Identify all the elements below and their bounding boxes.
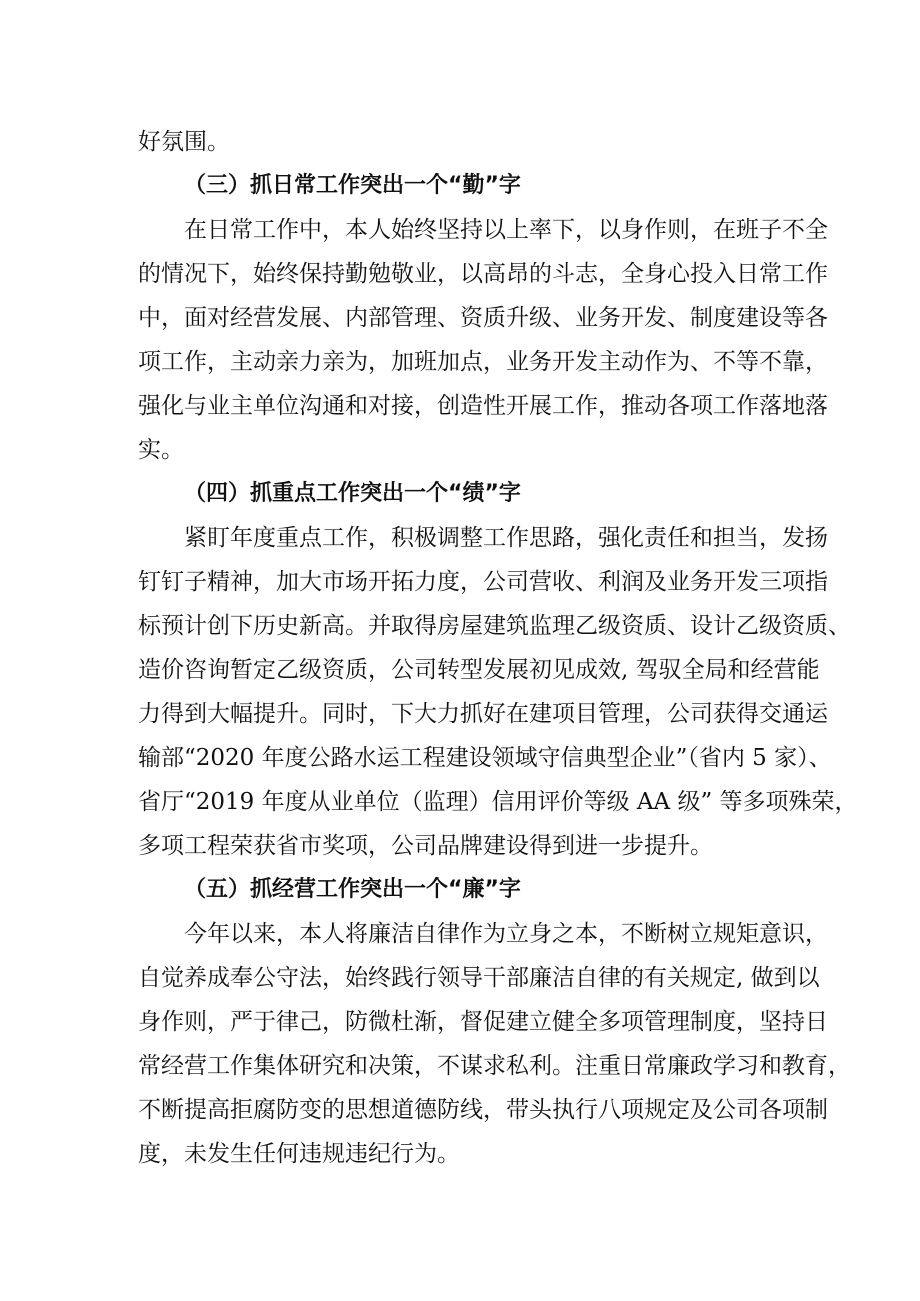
paragraph-line: 项工作，主动亲力亲为，加班加点，业务开发主动作为、不等不靠， bbox=[138, 349, 828, 375]
paragraph-line: 身作则，严于律己，防微杜渐，督促建立健全多项管理制度，坚持日 bbox=[138, 1009, 828, 1035]
section-heading-3: （三）抓日常工作突出一个“勤”字 bbox=[184, 173, 521, 198]
paragraph-line: 今年以来，本人将廉洁自律作为立身之本，不断树立规矩意识， bbox=[184, 921, 828, 947]
paragraph-line: 省厅“2019 年度从业单位（监理）信用评价等级 AA 级” 等多项殊荣， bbox=[138, 789, 858, 815]
paragraph-line: 常经营工作集体研究和决策，不谋求私利。注重日常廉政学习和教育， bbox=[138, 1053, 851, 1079]
paragraph-line: 造价咨询暂定乙级资质，公司转型发展初见成效, 驾驭全局和经营能 bbox=[138, 657, 820, 683]
paragraph-line: 中，面对经营发展、内部管理、资质升级、业务开发、制度建设等各 bbox=[138, 305, 828, 331]
paragraph-line: 标预计创下历史新高。并取得房屋建筑监理乙级资质、设计乙级资质、 bbox=[138, 613, 851, 639]
section-heading-4: （四）抓重点工作突出一个“绩”字 bbox=[184, 481, 521, 506]
paragraph-line: 不断提高拒腐防变的思想道德防线，带头执行八项规定及公司各项制 bbox=[138, 1097, 828, 1123]
paragraph-line: 的情况下，始终保持勤勉敬业，以高昂的斗志，全身心投入日常工作 bbox=[138, 261, 828, 287]
paragraph-line: 力得到大幅提升。同时，下大力抓好在建项目管理，公司获得交通运 bbox=[138, 701, 828, 727]
paragraph-line: 多项工程荣获省市奖项，公司品牌建设得到进一步提升。 bbox=[138, 833, 713, 859]
paragraph-line: 度，未发生任何违规违纪行为。 bbox=[138, 1141, 460, 1167]
section-heading-5: （五）抓经营工作突出一个“廉”字 bbox=[184, 877, 521, 902]
paragraph-line: 强化与业主单位沟通和对接，创造性开展工作，推动各项工作落地落 bbox=[138, 393, 828, 419]
paragraph-line: 钉钉子精神，加大市场开拓力度，公司营收、利润及业务开发三项指 bbox=[138, 569, 828, 595]
paragraph-line: 自觉养成奉公守法，始终践行领导干部廉洁自律的有关规定, 做到以 bbox=[138, 965, 820, 991]
paragraph-line: 好氛围。 bbox=[138, 129, 230, 155]
paragraph-line: 输部“2020 年度公路水运工程建设领域守信典型企业”（省内 5 家）、 bbox=[138, 745, 832, 771]
paragraph-line: 实。 bbox=[138, 437, 184, 463]
paragraph-line: 紧盯年度重点工作，积极调整工作思路，强化责任和担当，发扬 bbox=[184, 525, 828, 551]
paragraph-line: 在日常工作中，本人始终坚持以上率下，以身作则，在班子不全 bbox=[184, 217, 828, 243]
